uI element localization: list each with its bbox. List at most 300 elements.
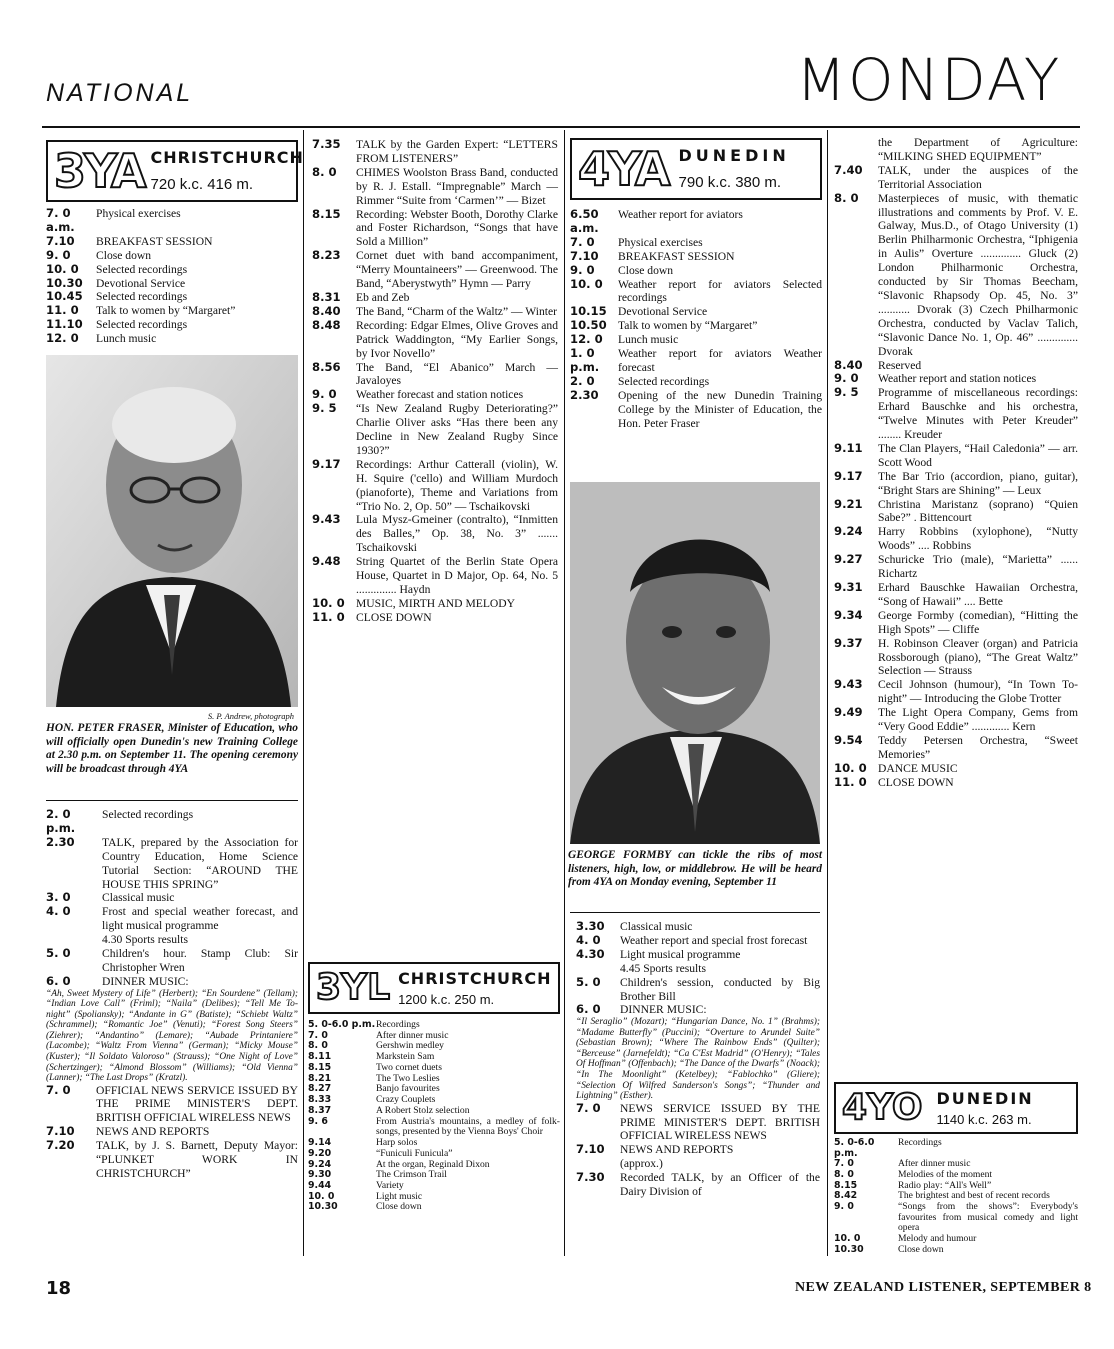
entry-time: 10.45 [46,289,83,304]
entry-time: 9.17 [834,468,863,483]
entry-time: 11.10 [46,317,83,332]
entry-description: Weather report for aviators Weather forecast [618,347,822,374]
entry-description: Classical music [102,891,175,905]
station-4ya-city: DUNEDIN [678,146,790,166]
schedule-entry [46,836,298,892]
entry-description: After dinner music [376,1029,449,1041]
entry-time: 7. 0 [834,1158,854,1170]
entry-time: 9.20 [308,1147,332,1159]
entry-description: Recording: Edgar Elmes, Olive Groves and Patrick Waddington, “My Earlier Songs, by Ivor Novello” [356,318,558,360]
entry-time: 8.23 [312,248,341,263]
entry-description: The Clan Players, “Hail Caledonia” — arr. Scott Wood [878,441,1078,469]
schedule-entry [46,1084,298,1126]
schedule-entry [834,136,1078,164]
schedule-entry [308,1106,560,1117]
station-3ya-city: CHRISTCHURCH [150,148,304,168]
entry-time: 9.49 [834,705,863,720]
schedule-entry [312,555,558,597]
schedule-entry [834,553,1078,581]
entry-description: After dinner music [898,1158,971,1170]
schedule-entry [834,776,1078,790]
entry-time: 8. 0 [312,164,337,179]
entry-time: 7. 0 a.m. [46,206,75,234]
entry-time: 9. 6 [308,1115,328,1127]
entry-time: 7.10 [46,233,75,248]
schedule-entry [46,933,298,947]
schedule-entry [308,1117,560,1138]
entry-time: 9. 0 [570,262,595,277]
entry-time: 9.30 [308,1169,332,1181]
entry-description: Recorded TALK, by an Officer of the Dairy Division of [620,1171,820,1199]
entry-description: BREAKFAST SESSION [618,249,735,263]
entry-description: Selected recordings [618,374,710,388]
schedule-entry [312,305,558,319]
column-2-lower [308,962,560,1213]
entry-description: Devotional Service [96,276,186,290]
entry-description: DINNER MUSIC: [620,1003,707,1017]
entry-description: Children's hour. Stamp Club: Sir Christopher Wren [102,947,298,974]
caption-george-formby: GEORGE FORMBY can tickle the ribs of most listeners, high, low, or middlebrow. He will be heard from 4YA on Monday evening, September 11 [568,849,822,889]
entry-description: CLOSE DOWN [356,610,432,624]
entry-time: 5. 0 [46,946,71,961]
schedule-entry [46,249,298,263]
entry-time: 7.10 [570,248,599,263]
header-rule [42,126,1080,128]
schedule-entry [834,762,1078,776]
schedule-entry [834,525,1078,553]
photo-credit: S. P. Andrew, photograph [207,710,294,721]
entry-description: Cecil Johnson (humour), “In Town To-night” — Introducing the Globe Trotter [878,678,1078,706]
entry-description: MUSIC, MIRTH AND MELODY [356,596,516,610]
entry-time: 8.42 [834,1190,858,1202]
entry-description: the Department of Agriculture: “MILKING SHED EQUIPMENT” [878,136,1078,163]
entry-time: 12. 0 [46,331,79,346]
entry-description: At the organ, Reginald Dixon [376,1158,490,1170]
entry-time: 8.31 [312,289,341,304]
schedule-3yl [308,1020,560,1213]
schedule-entry [312,208,558,250]
entry-time: 6. 0 [576,1002,601,1017]
entry-description: Recordings [376,1019,420,1030]
schedule-entry [576,1171,820,1199]
entry-time: 6.50 a.m. [570,207,599,235]
entry-description: H. Robinson Cleaver (organ) and Patricia Rossborough (piano), “The Great Waltz” Selection — Strauss [878,636,1078,678]
station-3ya-freq: 720 k.c. 416 m. [150,175,254,193]
entry-time: 10.15 [570,304,607,319]
entry-description: Melody and humour [898,1233,977,1245]
station-4ya-box [570,138,822,200]
schedule-entry [312,249,558,291]
schedule-entry [312,388,558,402]
schedule-entry [312,513,558,555]
schedule-entry [576,1003,820,1017]
schedule-entry [46,304,298,318]
schedule-entry [570,305,822,319]
schedule-entry [46,891,298,905]
entry-time: 8.48 [312,317,341,332]
entry-description: Lunch music [96,332,157,346]
schedule-entry [570,333,822,347]
entry-description: TALK, by J. S. Barnett, Deputy Mayor: “PLUNKET WORK IN CHRISTCHURCH” [96,1139,298,1180]
entry-time: 9.44 [308,1180,332,1192]
schedule-entry [570,319,822,333]
schedule-entry [312,611,558,625]
entry-description: Markstein Sam [376,1051,435,1063]
schedule-entry [576,1157,820,1171]
entry-time: 8.15 [308,1061,332,1073]
station-3yl-box [308,962,560,1014]
schedule-entry [570,347,822,375]
entry-description: Devotional Service [618,305,708,319]
schedule-entry [834,581,1078,609]
entry-description: Opening of the new Dunedin Training College by the Minister of Education, the Hon. Peter Fraser [618,388,822,430]
entry-description: Banjo favourites [376,1083,440,1095]
schedule-entry [834,1245,1078,1256]
schedule-entry [834,734,1078,762]
schedule-entry [46,235,298,249]
entry-time: 9. 0 [312,387,337,402]
entry-time: 9.31 [834,580,863,594]
entry-time: 9. 5 [834,385,859,400]
schedule-entry [312,166,558,208]
entry-description: CLOSE DOWN [878,775,954,789]
schedule-3ya-evening-continued [312,138,558,625]
station-3yl-freq: 1200 k.c. 250 m. [398,991,495,1007]
entry-description: Selected recordings [102,808,194,821]
station-3yl-call: 3YL [316,967,391,1008]
entry-description: The Light Opera Company, Gems from “Very Good Eddie” ............. Kern [878,706,1078,734]
schedule-entry [312,402,558,458]
col-divider-2 [564,130,565,1256]
entry-time [46,933,102,947]
column-2 [312,138,558,625]
schedule-entry [46,808,298,836]
entry-description: Recordings [898,1137,942,1148]
entry-description: OFFICIAL NEWS SERVICE ISSUED BY THE PRIME MINISTER'S DEPT. BRITISH OFFICIAL WIRELESS NEWS [96,1083,298,1125]
entry-description: Harry Robbins (xylophone), “Nutty Woods” .... Robbins [878,525,1078,553]
entry-description: TALK by the Garden Expert: “LETTERS FROM LISTENERS” [356,138,558,165]
schedule-entry [308,1181,560,1192]
entry-description: Physical exercises [96,207,181,220]
entry-description: Weather report and special frost forecast [620,933,808,947]
entry-time: 9.27 [834,552,863,567]
entry-time: 8. 0 [308,1040,328,1052]
entry-description: Recording: Webster Booth, Dorothy Clarke and Foster Richardson, “Songs that have Sold a Million” [356,207,558,249]
dinner-music-4ya: “Il Seraglio” (Mozart); “Hungarian Dance, No. 1” (Brahms); “Madame Butterfly” (Puccini); “Overture to Arundel Suite” (Sebastian Brown); “Where The Rainbow Ends” (Quilter); “Berceuse” (Jarnefeldt); “Ca C'Est Madrid” (O'Henry); “Tales Of Hoffman” (Offenbach); “The Dance of the Dwarfs” (Noack); “In The Moonlight” (Ketelbey); “Fablochko” (Gliere); “Selection Of Wilfred Sanderson's Songs”; “Thunder and Lightning” (Esther). [576,1017,820,1102]
station-3yl-city: CHRISTCHURCH [398,968,552,988]
entry-time: 11. 0 [834,774,867,789]
entry-description: Weather report for aviators Selected recordings [618,277,822,305]
entry-description: Crazy Couplets [376,1094,436,1106]
entry-time: 8. 0 [834,1168,854,1180]
caption-peter-fraser: HON. PETER FRASER, Minister of Education, who will officially open Dunedin's new Training College at 2.30 p.m. on September 11. The opening ceremony will be broadcast through 4YA [46,722,298,776]
entry-description: The Bar Trio (accordion, piano, guitar), “Bright Stars are Shining” — Leux [878,469,1078,497]
entry-description: CHIMES Woolston Brass Band, conducted by R. J. Estall. “Impregnable” March — Rimmer “Suite from ‘Carmen’” — Bizet [356,165,558,207]
schedule-entry [312,597,558,611]
entry-time: 9.34 [834,607,863,622]
network-heading: NATIONAL [46,79,194,107]
schedule-entry [312,458,558,514]
entry-time: 10. 0 [308,1190,335,1202]
entry-time: 9. 0 [834,1201,854,1212]
entry-description: TALK, under the auspices of the Territorial Association [878,163,1078,191]
entry-description: DANCE MUSIC [878,761,958,775]
day-heading: MONDAY [796,46,1062,114]
entry-time: 8.11 [308,1051,332,1063]
entry-description: Christina Maristanz (soprano) “Quien Sabe?” . Bittencourt [878,497,1078,525]
column-3-lower [576,920,820,1199]
entry-description: Frost and special weather forecast, and light musical programme [102,905,298,933]
entry-time: 10.30 [834,1243,864,1255]
entry-time: 7.10 [46,1124,75,1139]
schedule-entry [570,264,822,278]
station-4yo-call: 4YO [842,1087,923,1128]
entry-time: 3.30 [576,919,605,933]
entry-time: 4.30 [576,946,605,961]
entry-description: Gershwin medley [376,1040,444,1052]
entry-time: 9.21 [834,496,863,511]
entry-time: 7.20 [46,1138,75,1153]
entry-time: 7.10 [576,1142,605,1157]
entry-time: 2.30 [570,387,599,402]
entry-time: 9.11 [834,440,863,455]
schedule-entry [46,332,298,346]
entry-time: 8.37 [308,1104,332,1116]
entry-time: 10. 0 [834,1233,861,1245]
schedule-entry [570,250,822,264]
entry-time: 9.24 [308,1158,332,1170]
entry-time: 10. 0 [312,595,345,610]
station-4ya-freq: 790 k.c. 380 m. [678,173,782,191]
entry-description: Lunch music [618,333,679,347]
entry-time: 7.30 [576,1170,605,1185]
entry-time: 9.43 [834,677,863,692]
schedule-entry [308,1041,560,1052]
entry-time: 9.54 [834,732,863,747]
schedule-4ya-evening-continued [834,136,1078,790]
schedule-entry [570,208,822,236]
schedule-entry [570,375,822,389]
entry-description: Masterpieces of music, with thematic illustrations and comments by Prof. V. E. Galway, Mus.D., of Otago University (1) Berlin Philharmonic Orchestra, “Iphigenia in Aulis” Overture .............. Gluck (2) London Philharmonic Orchestra, conducted by Sir Thomas Beecham, “Slavonic Rhapsody Op. 45, No. 3” ........... Dvorak (3) Czech Philharmonic Orchestra, conducted by Vaclav Talich, “Slavonic Dance No. 1, Op. 46” .............. Dvorak [878,191,1078,358]
schedule-entry [46,905,298,933]
entry-description: Two cornet duets [376,1061,442,1073]
schedule-entry [46,975,298,989]
dinner-music-3ya: “Ah, Sweet Mystery of Life” (Herbert); “En Sourdene” (Tellam); “Indian Love Call” (Friml); “Naila” (Delibes); “Tell Me To-night” (Spoliansky); “Andante in G” (Batiste); “Schiebt Waltz” (Schrammel); “Romantic Joe” (Venuti); “Forest Song Steers” (Ziehrer); “Andantino” (Lemare); “Aubade Printaniere” (Lacombe); “Waltz From Vienna” (German); “Micky Mouse” (Kuster); “Il Soldato Valoroso” (Strauss); “One Night of Love” (Schertzinger); “Almond Blossom” (Williams); “Old Vienna” (Lanner); “The Last Drops” (Kratzl). [46,988,298,1084]
schedule-entry [834,706,1078,734]
schedule-entry [834,359,1078,373]
entry-description: Programme of miscellaneous recordings: Erhard Bauschke and his orchestra, “Twelve Minutes with Peter Kreuder” ........ Kreuder [878,386,1078,442]
entry-description: 4.30 Sports results [102,933,188,947]
schedule-entry [834,1202,1078,1234]
entry-description: Melodies of the moment [898,1168,993,1180]
entry-time: 8.40 [312,303,341,318]
schedule-entry [834,470,1078,498]
entry-description: The Crimson Trail [376,1169,447,1181]
station-4yo-freq: 1140 k.c. 263 m. [936,1111,1032,1127]
entry-time: 4. 0 [46,904,71,919]
schedule-entry [308,1202,560,1213]
entry-description: Physical exercises [618,235,703,249]
entry-time: 3. 0 [46,890,71,905]
entry-time: 2. 0 p.m. [46,807,76,835]
portrait-illustration [570,482,820,844]
column-4-lower [834,1082,1078,1256]
entry-time: 1. 0 p.m. [570,346,600,374]
column-3 [570,138,822,431]
entry-time: 2.30 [46,834,75,849]
photo-peter-fraser [46,355,298,721]
entry-description: “Funiculi Funicula” [376,1147,453,1159]
entry-time: 12. 0 [570,332,603,347]
entry-time: 5. 0-6.0 p.m. [308,1019,376,1030]
entry-description: “Is New Zealand Rugby Deteriorating?” Charlie Oliver asks “Has there been any Decline in New Zealand Rugby Since 1930?” [356,402,558,457]
entry-description: DINNER MUSIC: [102,974,189,988]
entry-description: Close down [376,1201,422,1213]
entry-time: 10. 0 [46,261,79,276]
schedule-entry [46,1139,298,1181]
entry-time [834,136,878,164]
entry-description: Reserved [878,358,922,372]
entry-description: TALK, prepared by the Association for Country Education, Home Science Tutorial Section: “AROUND THE HOUSE THIS SPRING” [102,835,298,891]
entry-time: 7. 0 [46,1082,71,1097]
entry-time: 8.15 [312,206,341,221]
entry-time: 10.30 [46,275,83,290]
entry-time: 8.33 [308,1094,332,1106]
schedule-entry [834,637,1078,679]
schedule-entry [46,947,298,975]
entry-description: Recordings: Arthur Catterall (violin), W. H. Squire ('cello) and William Murdoch (pianoforte), Theme and Variations from “Trio No. 2, Op. 50” — Tschaikovski [356,457,558,513]
entry-time: 9.17 [312,456,341,471]
entry-description: Variety [376,1180,404,1192]
entry-time: 8.15 [834,1179,858,1191]
portrait-illustration [46,355,298,707]
entry-description: Weather report and station notices [878,372,1037,386]
entry-time: 7.35 [312,137,341,151]
entry-time: 9.24 [834,524,863,539]
entry-time: 10.50 [570,318,607,333]
schedule-entry [576,948,820,962]
entry-time: 9.37 [834,635,863,650]
station-4yo-box [834,1082,1078,1134]
schedule-4ya-morning [570,208,822,431]
entry-time: 9. 0 [46,247,71,262]
entry-time: 9.14 [308,1137,332,1149]
entry-description: Teddy Petersen Orchestra, “Sweet Memories” [878,733,1078,761]
schedule-entry [834,678,1078,706]
entry-time: 7. 0 [576,1100,601,1115]
entry-time [576,1157,620,1171]
schedule-entry [46,318,298,332]
schedule-entry [576,1143,820,1157]
schedule-3ya-afternoon [46,808,298,989]
entry-description: Schuricke Trio (male), “Marietta” ...... Richartz [878,553,1078,581]
entry-description: Close down [898,1243,944,1255]
caption-rule [46,800,298,801]
schedule-entry [834,1138,1078,1159]
entry-time: 11. 0 [312,609,345,624]
entry-time: 10. 0 [570,276,603,291]
entry-time [576,962,620,976]
entry-description: The Band, “Charm of the Waltz” — Winter [356,304,557,318]
entry-time: 5. 0-6.0 p.m. [834,1137,875,1159]
entry-description: Classical music [620,920,693,933]
entry-time: 8.40 [834,357,863,372]
entry-description: NEWS SERVICE ISSUED BY THE PRIME MINISTER'S DEPT. BRITISH OFFICIAL WIRELESS NEWS [620,1101,820,1143]
entry-time: 9. 5 [312,401,337,416]
entry-time: 8. 0 [834,190,859,205]
schedule-entry [46,277,298,291]
entry-time: 11. 0 [46,303,79,318]
entry-time: 8.56 [312,359,341,374]
entry-description: A Robert Stolz selection [376,1104,470,1116]
entry-description: NEWS AND REPORTS [620,1143,734,1157]
entry-description: Radio play: “All's Well” [898,1179,992,1191]
station-3ya-call: 3YA [54,144,145,198]
entry-description: From Austria's mountains, a medley of folk-songs, presented by the Vienna Boys' Choir [376,1115,560,1138]
entry-description: 4.45 Sports results [620,961,706,975]
schedule-4yo [834,1138,1078,1256]
entry-description: Weather report for aviators [618,208,743,221]
schedule-entry [834,164,1078,192]
entry-description: The brightest and best of recent records [898,1190,1050,1202]
entry-time: 9. 0 [834,371,859,386]
entry-description: BREAKFAST SESSION [96,234,213,248]
entry-description: Talk to women by “Margaret” [96,304,236,318]
schedule-entry [576,934,820,948]
entry-time: 4. 0 [576,932,601,947]
schedule-entry [46,290,298,304]
schedule-entry [834,192,1078,359]
entry-description: “Songs from the shows”: Everybody's favourites from musical comedy and light opera [898,1201,1078,1234]
column-1-lower [46,808,298,1181]
entry-description: NEWS AND REPORTS [96,1125,210,1139]
entry-description: String Quartet of the Berlin State Opera House, Quartet in D Major, Op. 64, No. 5 .............. Haydn [356,555,558,596]
schedule-entry [576,1102,820,1144]
entry-description: Children's session, conducted by Big Brother Bill [620,975,820,1003]
entry-description: The Band, “El Abanico” March — Javaloyes [356,360,558,388]
entry-description: Lula Mysz-Gmeiner (contralto), “Inmitten des Balles,” Op. 38, No. 3” ....... Tschaikovski [356,513,558,555]
entry-time: 7.40 [834,162,863,177]
schedule-entry [834,442,1078,470]
schedule-entry [570,278,822,306]
entry-description: Erhard Bauschke Hawaiian Orchestra, “Song of Hawaii” .... Bette [878,581,1078,608]
schedule-entry [834,609,1078,637]
column-1 [46,140,304,346]
entry-time: 10.30 [308,1201,338,1213]
schedule-entry [312,138,558,166]
schedule-entry [834,1234,1078,1245]
schedule-entry [308,1170,560,1181]
entry-description: Talk to women by “Margaret” [618,319,758,333]
caption-rule [570,912,820,913]
entry-description: (approx.) [620,1157,663,1171]
entry-description: Close down [96,248,152,262]
entry-time: 8.21 [308,1072,332,1084]
page-number: 18 [46,1278,72,1299]
schedule-entry [312,319,558,361]
entry-time: 7. 0 [570,234,595,249]
entry-description: The Two Leslies [376,1072,440,1084]
entry-description: Weather forecast and station notices [356,388,524,402]
schedule-4ya-afternoon [576,920,820,1017]
entry-description: Eb and Zeb [356,290,410,304]
entry-description: Selected recordings [96,318,188,332]
schedule-entry [834,498,1078,526]
entry-time: 9.43 [312,512,341,527]
entry-time: 7. 0 [308,1029,328,1041]
entry-description: Light musical programme [620,947,741,961]
entry-time: 2. 0 [570,373,595,388]
